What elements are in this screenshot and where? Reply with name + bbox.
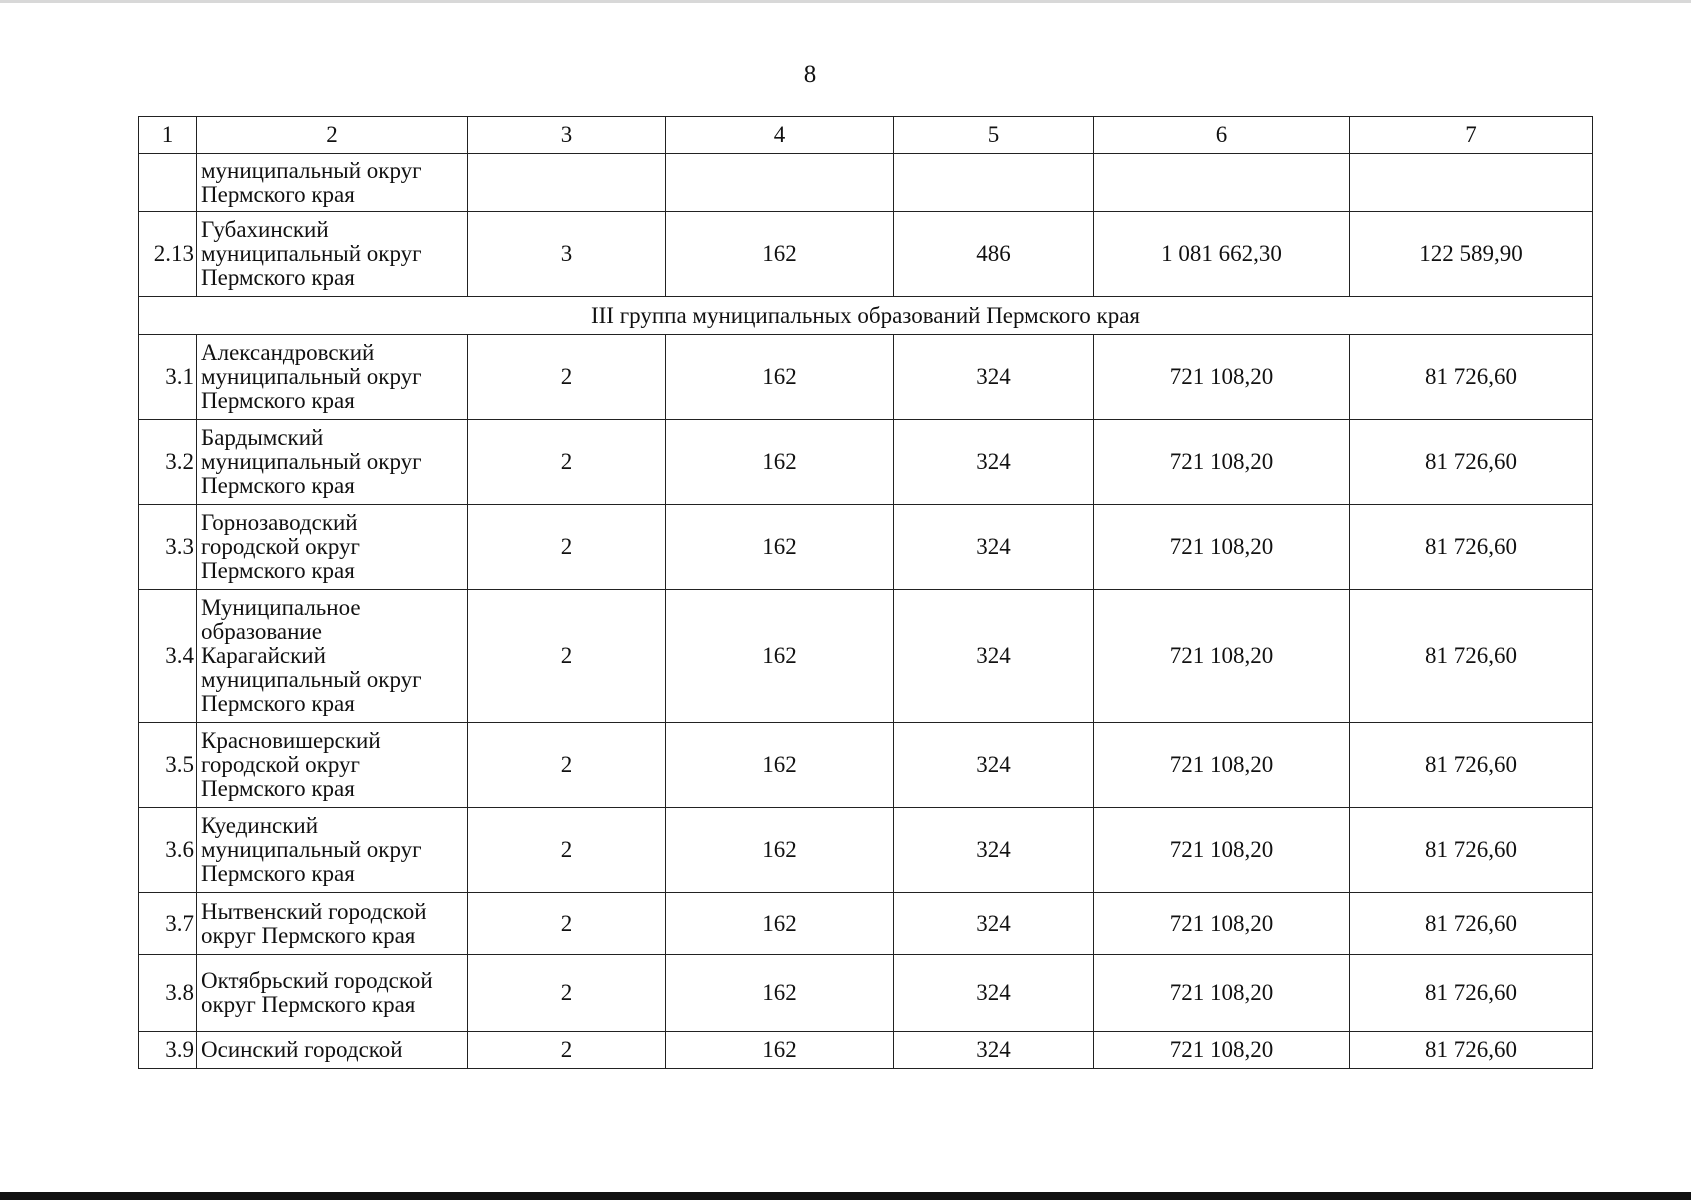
municipality-name-cell <box>197 1032 468 1069</box>
table-row <box>139 420 1593 505</box>
value-cell-col7: 81 726,60 <box>1350 893 1593 955</box>
value-cell-col6: 1 081 662,30 <box>1094 212 1350 297</box>
value-cell-col6 <box>1094 154 1350 212</box>
header-cell: 5 <box>894 117 1094 154</box>
municipality-name-cell <box>197 808 468 893</box>
value-cell-col3: 2 <box>468 808 666 893</box>
municipality-name-text: Губахинский муниципальный округ Пермского края <box>201 217 422 290</box>
value-cell-col3: 2 <box>468 1032 666 1069</box>
value-cell-col4: 162 <box>666 723 894 808</box>
value-cell-col6: 721 108,20 <box>1094 723 1350 808</box>
table-row <box>139 723 1593 808</box>
value-cell-col5: 324 <box>894 420 1094 505</box>
value-cell-col3: 2 <box>468 420 666 505</box>
municipality-name-text: Октябрьский городской округ Пермского края <box>201 968 433 1017</box>
row-number-cell: 2.13 <box>139 212 197 297</box>
municipality-name-text: Бардымский муниципальный округ Пермского края <box>201 425 422 498</box>
table-row <box>139 335 1593 420</box>
table-row <box>139 154 1593 212</box>
table-body <box>139 117 1593 1069</box>
row-number-cell: 3.9 <box>139 1032 197 1069</box>
value-cell-col4: 162 <box>666 893 894 955</box>
value-cell-col4: 162 <box>666 505 894 590</box>
municipality-name-text: Куединский муниципальный округ Пермского края <box>201 813 422 886</box>
municipality-name-text: Нытвенский городской округ Пермского края <box>201 898 427 948</box>
municipality-name-cell <box>197 590 468 723</box>
municipality-name-cell <box>197 893 468 955</box>
row-number-cell: 3.6 <box>139 808 197 893</box>
value-cell-col3: 2 <box>468 505 666 590</box>
value-cell-col5: 324 <box>894 808 1094 893</box>
header-row <box>139 117 1593 154</box>
header-cell: 1 <box>139 117 197 154</box>
municipality-name-cell <box>197 420 468 505</box>
municipality-name-cell <box>197 212 468 297</box>
municipality-name-text: Горнозаводский городской округ Пермского края <box>201 510 360 583</box>
scan-edge-bottom <box>0 1192 1691 1200</box>
value-cell-col5: 324 <box>894 335 1094 420</box>
value-cell-col4: 162 <box>666 420 894 505</box>
municipality-name-cell <box>197 505 468 590</box>
value-cell-col6: 721 108,20 <box>1094 808 1350 893</box>
municipality-name-cell <box>197 955 468 1032</box>
header-cell: 7 <box>1350 117 1593 154</box>
table-row <box>139 212 1593 297</box>
value-cell-col6: 721 108,20 <box>1094 590 1350 723</box>
scan-edge-top <box>0 0 1691 3</box>
value-cell-col5 <box>894 154 1094 212</box>
table-row <box>139 1032 1593 1069</box>
municipality-name-text: Муниципальное образование Карагайский муниципальный округ Пермского края <box>201 595 422 716</box>
value-cell-col3: 2 <box>468 335 666 420</box>
municipality-name-text: муниципальный округ Пермского края <box>201 157 422 207</box>
value-cell-col3: 2 <box>468 893 666 955</box>
table-row <box>139 808 1593 893</box>
row-number-cell: 3.8 <box>139 955 197 1032</box>
value-cell-col5: 486 <box>894 212 1094 297</box>
value-cell-col5: 324 <box>894 590 1094 723</box>
header-cell: 6 <box>1094 117 1350 154</box>
value-cell-col3: 2 <box>468 590 666 723</box>
value-cell-col5: 324 <box>894 893 1094 955</box>
value-cell-col6: 721 108,20 <box>1094 335 1350 420</box>
table-row <box>139 505 1593 590</box>
value-cell-col7: 122 589,90 <box>1350 212 1593 297</box>
row-number-cell: 3.2 <box>139 420 197 505</box>
municipality-name-cell <box>197 154 468 212</box>
municipality-name-cell <box>197 723 468 808</box>
value-cell-col4 <box>666 154 894 212</box>
table-row <box>139 590 1593 723</box>
municipality-name-text: Красновишерский городской округ Пермского края <box>201 728 381 801</box>
value-cell-col4: 162 <box>666 955 894 1032</box>
row-number-cell: 3.4 <box>139 590 197 723</box>
value-cell-col3: 2 <box>468 723 666 808</box>
value-cell-col7: 81 726,60 <box>1350 505 1593 590</box>
value-cell-col7: 81 726,60 <box>1350 955 1593 1032</box>
table-row <box>139 955 1593 1032</box>
value-cell-col5: 324 <box>894 505 1094 590</box>
row-number-cell: 3.5 <box>139 723 197 808</box>
value-cell-col5: 324 <box>894 1032 1094 1069</box>
value-cell-col3: 2 <box>468 955 666 1032</box>
row-number-cell: 3.7 <box>139 893 197 955</box>
municipality-name-text: Александровский муниципальный округ Пермского края <box>201 340 422 413</box>
header-cell: 2 <box>197 117 468 154</box>
table-row <box>139 893 1593 955</box>
value-cell-col7: 81 726,60 <box>1350 1032 1593 1069</box>
value-cell-col4: 162 <box>666 212 894 297</box>
data-table <box>138 116 1593 1069</box>
value-cell-col3 <box>468 154 666 212</box>
value-cell-col7: 81 726,60 <box>1350 723 1593 808</box>
value-cell-col4: 162 <box>666 335 894 420</box>
value-cell-col3: 3 <box>468 212 666 297</box>
value-cell-col7 <box>1350 154 1593 212</box>
value-cell-col6: 721 108,20 <box>1094 893 1350 955</box>
value-cell-col4: 162 <box>666 590 894 723</box>
row-number-cell: 3.1 <box>139 335 197 420</box>
page-number: 8 <box>803 61 817 88</box>
header-cell: 4 <box>666 117 894 154</box>
row-number-cell <box>139 154 197 212</box>
group-row <box>139 297 1593 335</box>
municipality-name-cell <box>197 335 468 420</box>
value-cell-col7: 81 726,60 <box>1350 808 1593 893</box>
row-number-cell: 3.3 <box>139 505 197 590</box>
group-title: III группа муниципальных образований Пермского края <box>139 297 1593 335</box>
value-cell-col4: 162 <box>666 808 894 893</box>
value-cell-col7: 81 726,60 <box>1350 335 1593 420</box>
value-cell-col5: 324 <box>894 723 1094 808</box>
value-cell-col4: 162 <box>666 1032 894 1069</box>
value-cell-col5: 324 <box>894 955 1094 1032</box>
value-cell-col7: 81 726,60 <box>1350 590 1593 723</box>
municipality-name-text: Осинский городской <box>201 1037 403 1062</box>
header-cell: 3 <box>468 117 666 154</box>
value-cell-col6: 721 108,20 <box>1094 420 1350 505</box>
value-cell-col7: 81 726,60 <box>1350 420 1593 505</box>
value-cell-col6: 721 108,20 <box>1094 955 1350 1032</box>
value-cell-col6: 721 108,20 <box>1094 1032 1350 1069</box>
value-cell-col6: 721 108,20 <box>1094 505 1350 590</box>
